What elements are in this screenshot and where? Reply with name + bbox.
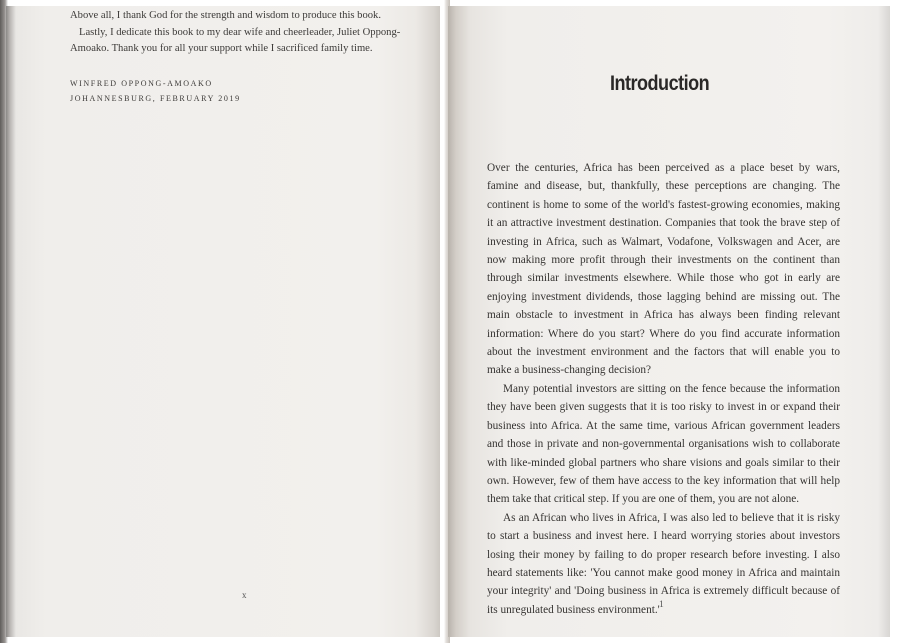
ack-paragraph: Above all, I thank God for the strength and wisdom to produce this book. xyxy=(70,10,381,21)
signature-block xyxy=(70,76,241,106)
body-paragraph: Over the centuries, Africa has been perceived as a place beset by wars, famine and disease, but, thankfully, these perceptions are changing. The continent is home to some of the world's fastest-growing economies, making it an attractive investment destination. Companies that took the brave step of investing in Africa, such as Walmart, Vodafone, Volkswagen and Acer, are now making more profit through their investments on the continent than through similar investments elsewhere. While those who got in early are enjoying investment dividends, those lagging behind are missing out. The main obstacle to investment in Africa has always been finding relevant information: Where do you start? Where do you find accurate information about the investment environment and the factors that will enable you to make a business-changing decision? xyxy=(487,162,840,377)
left-page xyxy=(6,6,442,637)
ack-paragraph: Lastly, I dedicate this book to my dear wife and cheerleader, Juliet Oppong-Amoako. Thank you for all your support while I sacrificed family time. xyxy=(70,26,401,54)
page-number-left: x xyxy=(242,590,247,600)
body-paragraph: As an African who lives in Africa, I was also led to believe that it is risky to start a business and invest here. I heard worrying stories about investors losing their money by failing to do proper research before investing. I also heard statements like: 'You cannot make good money in Africa and maintain your integrity' and 'Doing business in Africa is extremely difficult because of its unregulated business environment.' xyxy=(487,511,840,616)
page-number-right: 1 xyxy=(659,600,664,610)
place-date: JOHANNESBURG, FEBRUARY 2019 xyxy=(70,94,241,103)
acknowledgements-continued xyxy=(70,8,425,58)
author-name: WINFRED OPPONG-AMOAKO xyxy=(70,79,213,88)
chapter-title: Introduction xyxy=(610,72,710,95)
right-page xyxy=(448,6,890,637)
body-paragraph: Many potential investors are sitting on the fence because the information they have been given suggests that it is too risky to invest in or expand their business into Africa. At the same time, various African government leaders and those in private and non-governmental organisations wish to collaborate with like-minded global partners who share visions and goals similar to their own. However, few of them have access to the key information that will help them take that critical step. If you are one of them, you are not alone. xyxy=(487,382,840,506)
chapter-body xyxy=(487,159,840,619)
